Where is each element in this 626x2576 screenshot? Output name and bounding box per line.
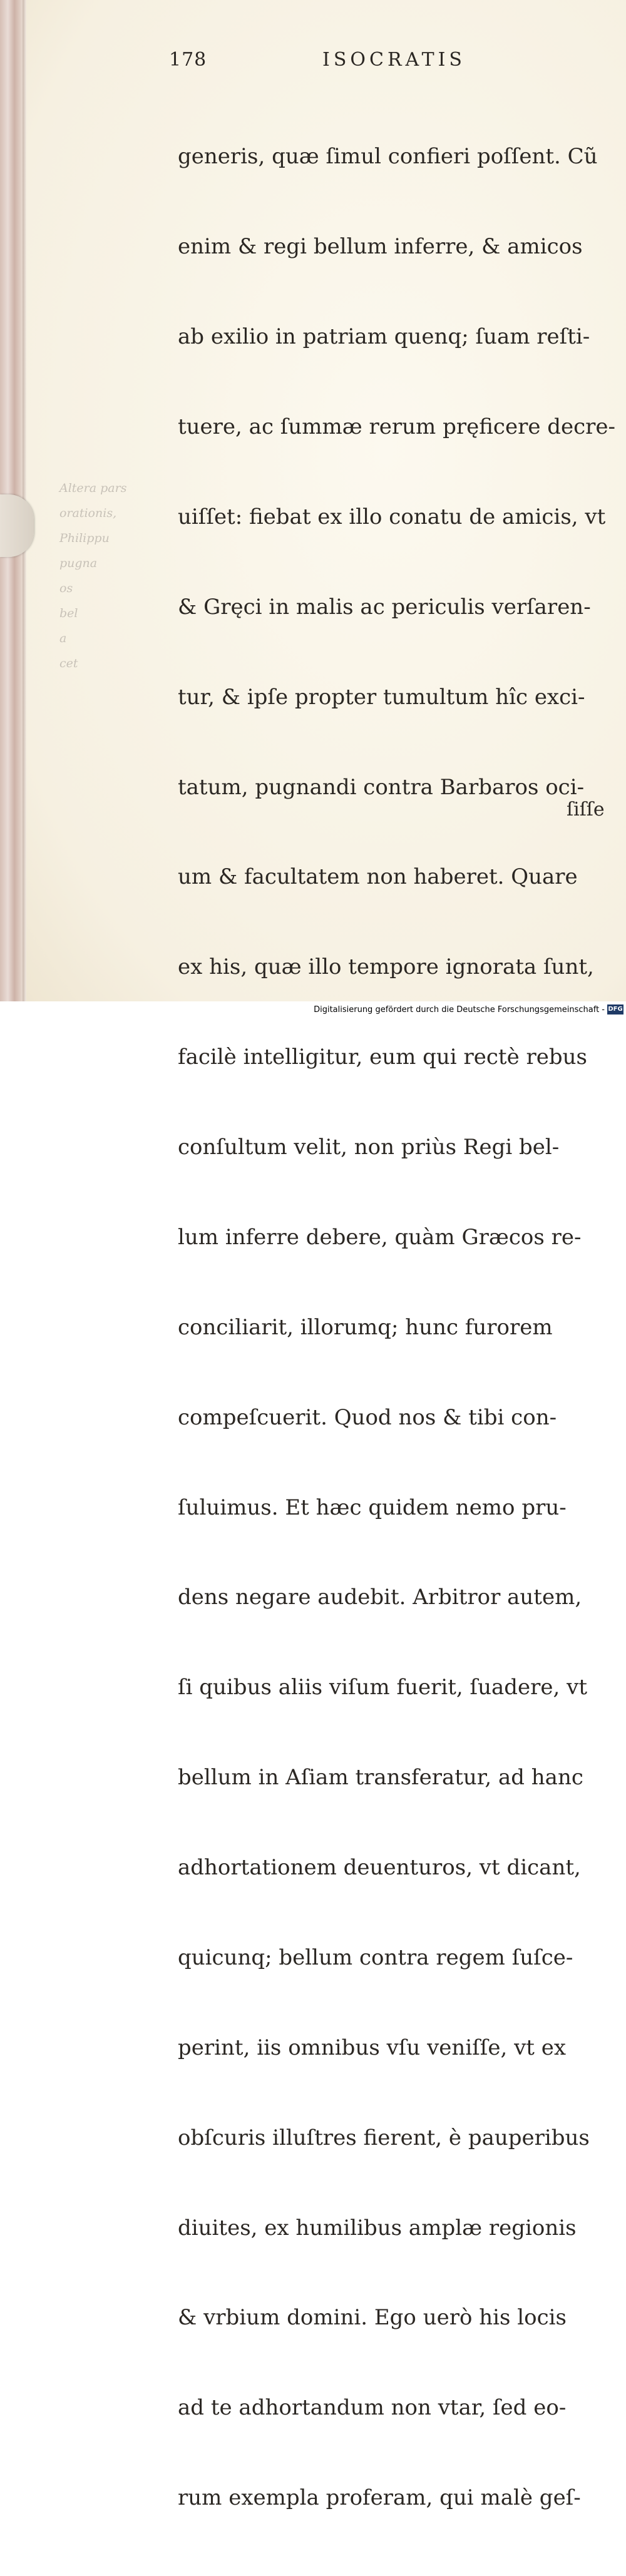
faded-marginalia — [59, 476, 185, 676]
marginal-note: Altera pars — [59, 481, 127, 495]
text-line: facilè intelligitur, eum qui rectè rebus — [178, 1045, 587, 1070]
page-number: 178 — [169, 49, 207, 71]
text-line: ab exilio in patriam quenq; ſuam reſti- — [178, 324, 590, 350]
page-header — [169, 49, 482, 80]
text-line: bellum in Aſiam transferatur, ad hanc — [178, 1765, 583, 1791]
text-line: diuites, ex humilibus amplæ regionis — [178, 2215, 577, 2241]
text-line: dens negare audebit. Arbitror autem, — [178, 1585, 582, 1610]
marginal-note: cet — [59, 657, 78, 670]
catchword: ſiſſe — [567, 799, 605, 820]
text-line: ad te adhortandum non vtar, ſed eo- — [178, 2395, 567, 2421]
text-line: tatum, pugnandi contra Barbaros oci- — [178, 774, 585, 800]
text-line: adhortationem deuenturos, vt dicant, — [178, 1855, 581, 1880]
text-line: & Gręci in malis ac periculis verſaren- — [178, 594, 591, 620]
text-line: & vrbium domini. Ego uerò his locis — [178, 2305, 567, 2331]
text-line: um & facultatem non haberet. Quare — [178, 864, 578, 890]
funding-credit: Digitalisierung gefördert durch die Deutsche Forschungsgemeinschaft - — [314, 1005, 605, 1015]
marginal-note: bel — [59, 606, 78, 620]
text-line: ex his, quæ illo tempore ignorata ſunt, — [178, 954, 594, 980]
text-line: conſultum velit, non priùs Regi bel- — [178, 1135, 560, 1160]
running-head: ISOCRATIS — [322, 49, 466, 71]
text-line: perint, iis omnibus vſu veniſſe, vt ex — [178, 2035, 567, 2060]
dfg-logo-icon: DFG — [607, 1004, 623, 1015]
text-line: compeſcuerit. Quod nos & tibi con- — [178, 1404, 557, 1430]
marginal-note: os — [59, 581, 73, 595]
text-line: enim & regi bellum inferre, & amicos — [178, 234, 583, 260]
text-line: generis, quæ ſimul confieri poſſent. Cũ — [178, 144, 598, 170]
text-line: quicunq; bellum contra regem ſuſce- — [178, 1945, 573, 1970]
marginal-note: a — [59, 631, 67, 645]
text-line: ſuluimus. Et hæc quidem nemo pru- — [178, 1495, 567, 1520]
marginal-note: Philippu — [59, 531, 110, 545]
text-line: tur, & ipſe propter tumultum hîc exci- — [178, 684, 585, 710]
text-line: conciliarit, illorumq; hunc furorem — [178, 1314, 553, 1340]
marginal-note: pugna — [59, 556, 98, 570]
text-line: uiſſet: fiebat ex illo conatu de amicis, vt — [178, 504, 606, 529]
text-line: obſcuris illuſtres fierent, è pauperibus — [178, 2125, 590, 2150]
text-line: lum inferre debere, quàm Græcos re- — [178, 1224, 582, 1250]
text-line: tuere, ac ſummæ rerum pręficere decre- — [178, 414, 616, 439]
text-line: ſi quibus aliis viſum fuerit, ſuadere, vt — [178, 1675, 587, 1700]
text-line: rum exempla proferam, qui malè geſ- — [178, 2485, 581, 2511]
marginal-note: orationis, — [59, 506, 117, 520]
digitization-footer — [0, 1001, 626, 1018]
